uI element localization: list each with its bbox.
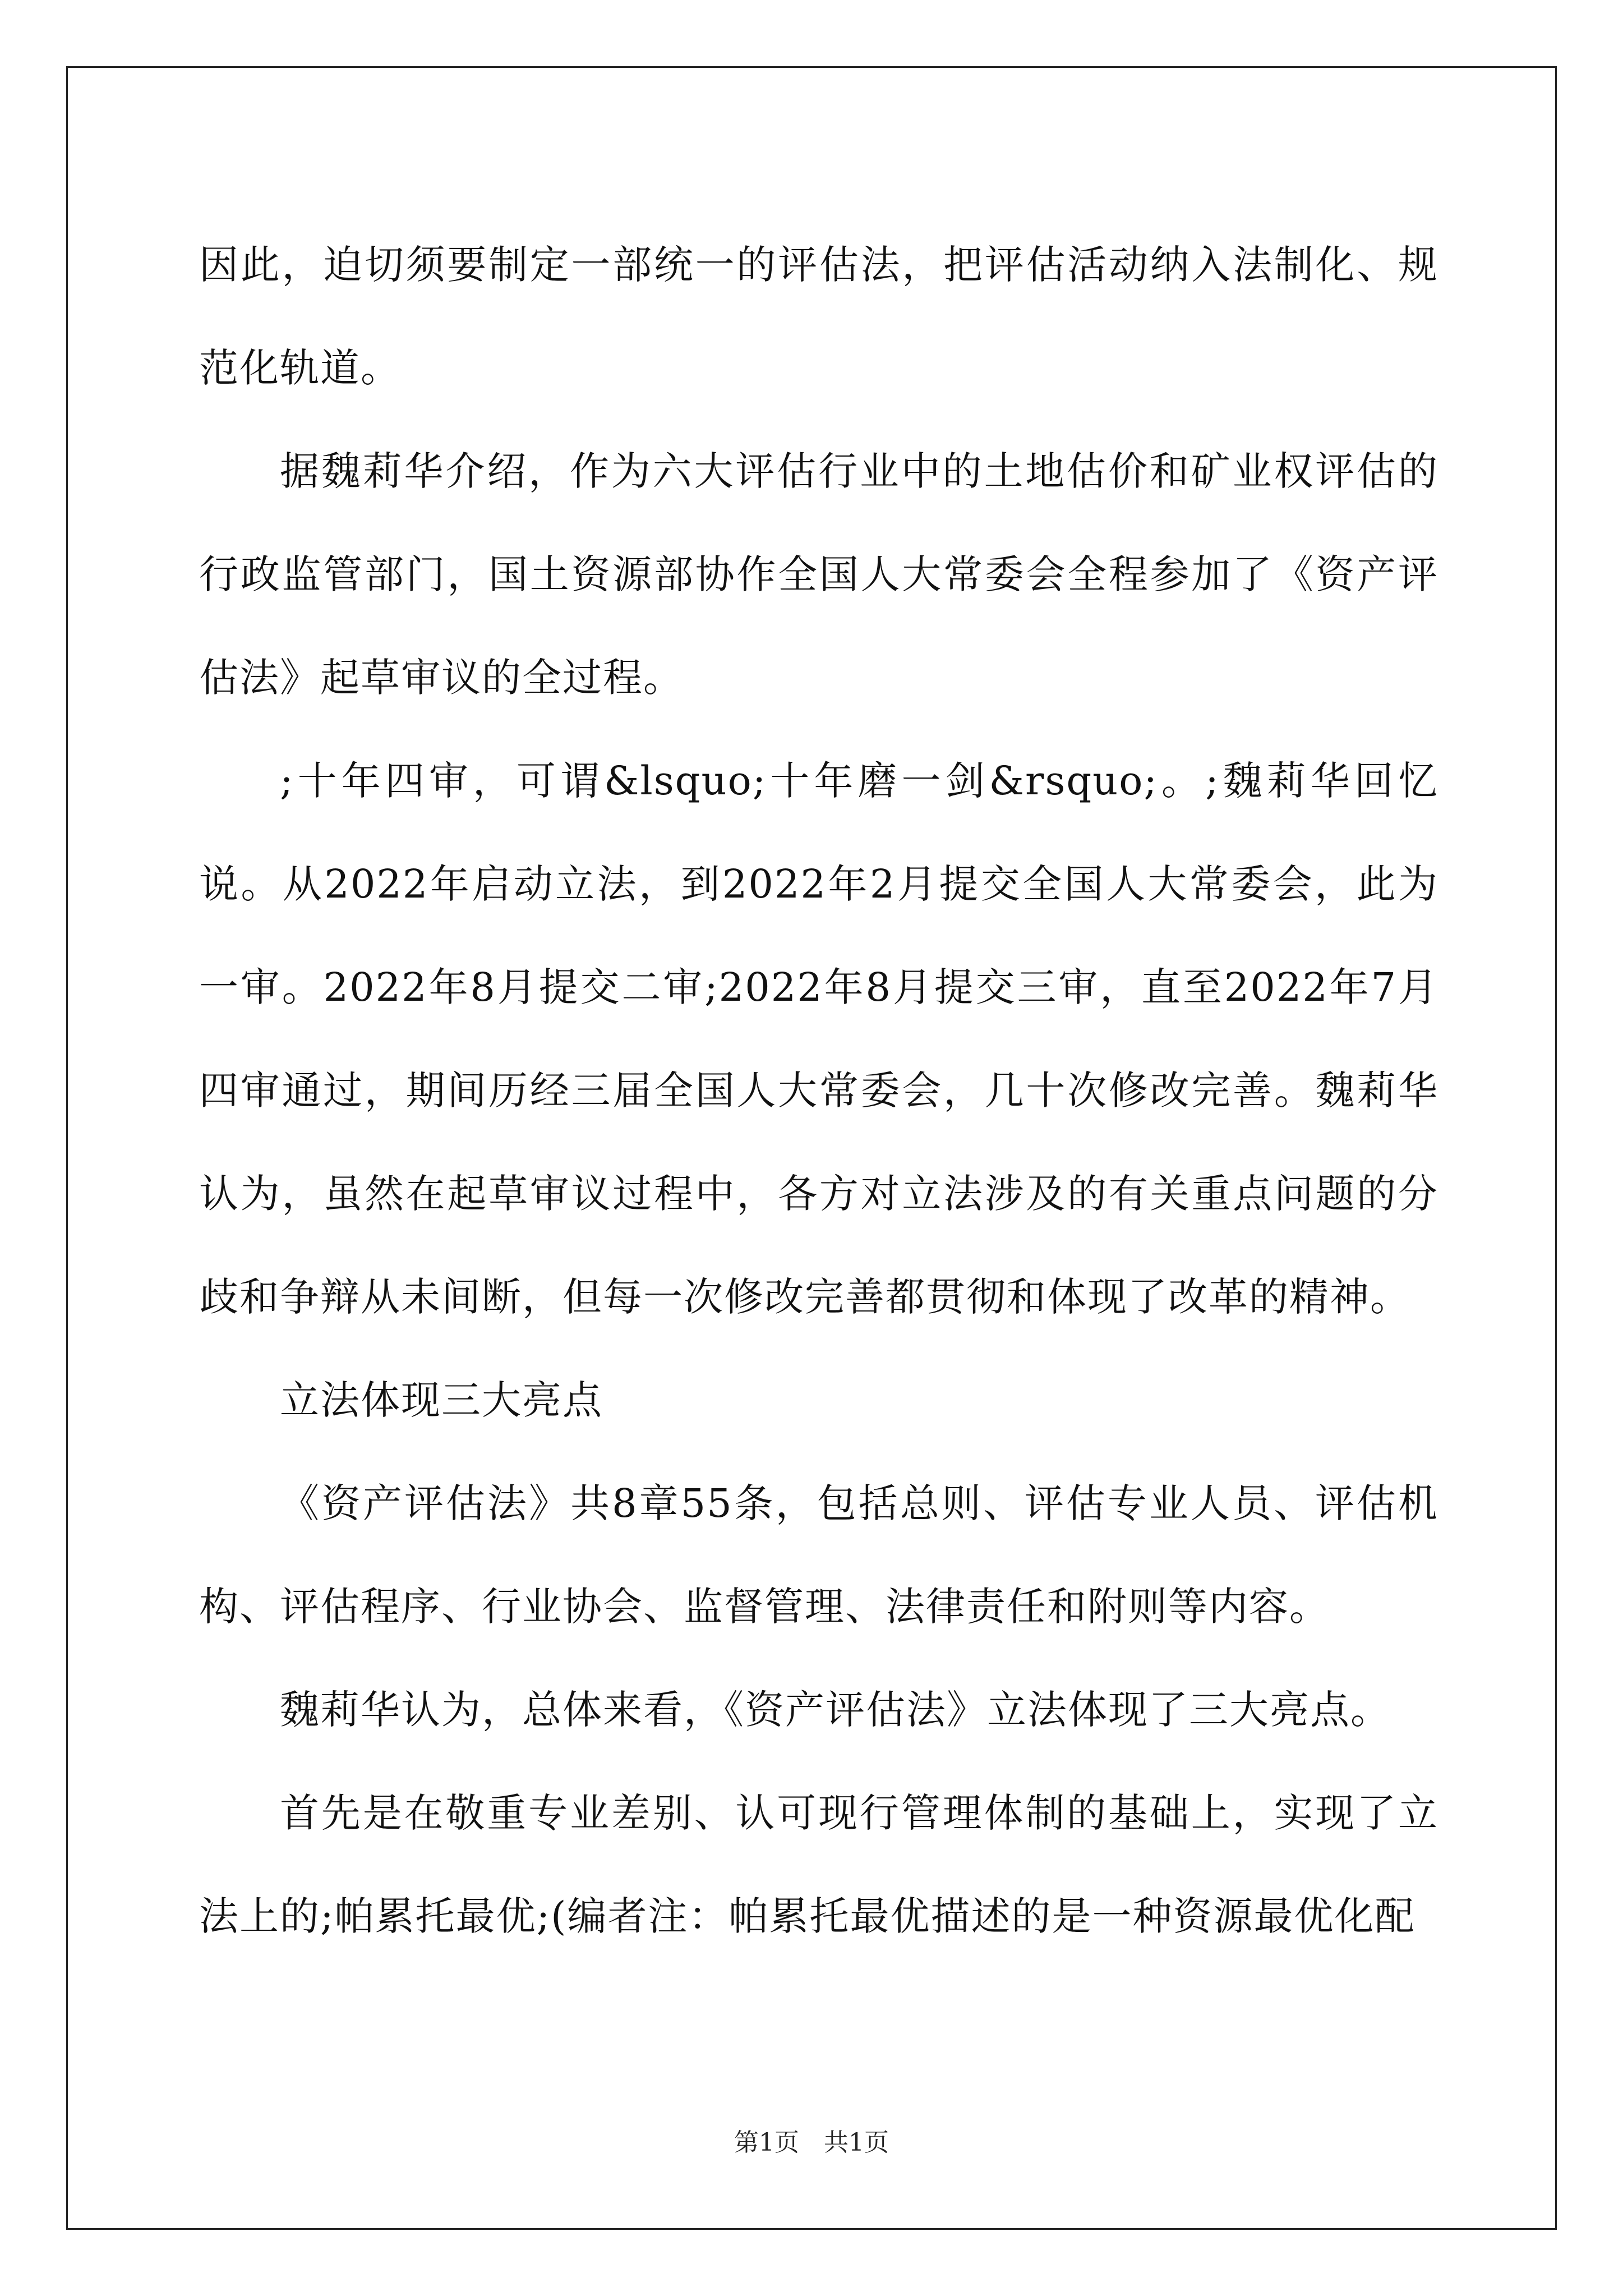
paragraph-6: 魏莉华认为，总体来看，《资产评估法》立法体现了三大亮点。 xyxy=(280,1687,1391,1733)
paragraph-5: 《资产评估法》共8章55条，包括总则、评估专业人员、评估机构、评估程序、行业协会、监督管理、法律责任和附则等内容。 xyxy=(199,1480,1438,1630)
document-body xyxy=(199,213,1438,1968)
page-footer: 第1页 共1页 xyxy=(734,2128,889,2157)
section-heading: 立法体现三大亮点 xyxy=(280,1377,603,1423)
paragraph-7: 首先是在敬重专业差别、认可现行管理体制的基础上，实现了立法上的;帕累托最优;(编者注：帕累托最优描述的是一种资源最优化配 xyxy=(199,1790,1438,1939)
paragraph-2: 据魏莉华介绍，作为六大评估行业中的土地估价和矿业权评估的行政监管部门，国土资源部协作全国人大常委会全程参加了《资产评估法》起草审议的全过程。 xyxy=(199,448,1438,701)
paragraph-1: 因此，迫切须要制定一部统一的评估法，把评估活动纳入法制化、规范化轨道。 xyxy=(199,242,1438,391)
paragraph-3: ;十年四审，可谓&lsquo;十年磨一剑&rsquo;。;魏莉华回忆说。从2022年启动立法，到2022年2月提交全国人大常委会，此为一审。2022年8月提交二审;2022年8月提交三审，直至2022年7月四审通过，期间历经三届全国人大常委会，几十次修改完善。魏莉华认为，虽然在起草审议过程中，各方对立法涉及的有关重点问题的分歧和争辩从未间断，但每一次修改完善都贯彻和体现了改革的精神。 xyxy=(199,758,1438,1320)
